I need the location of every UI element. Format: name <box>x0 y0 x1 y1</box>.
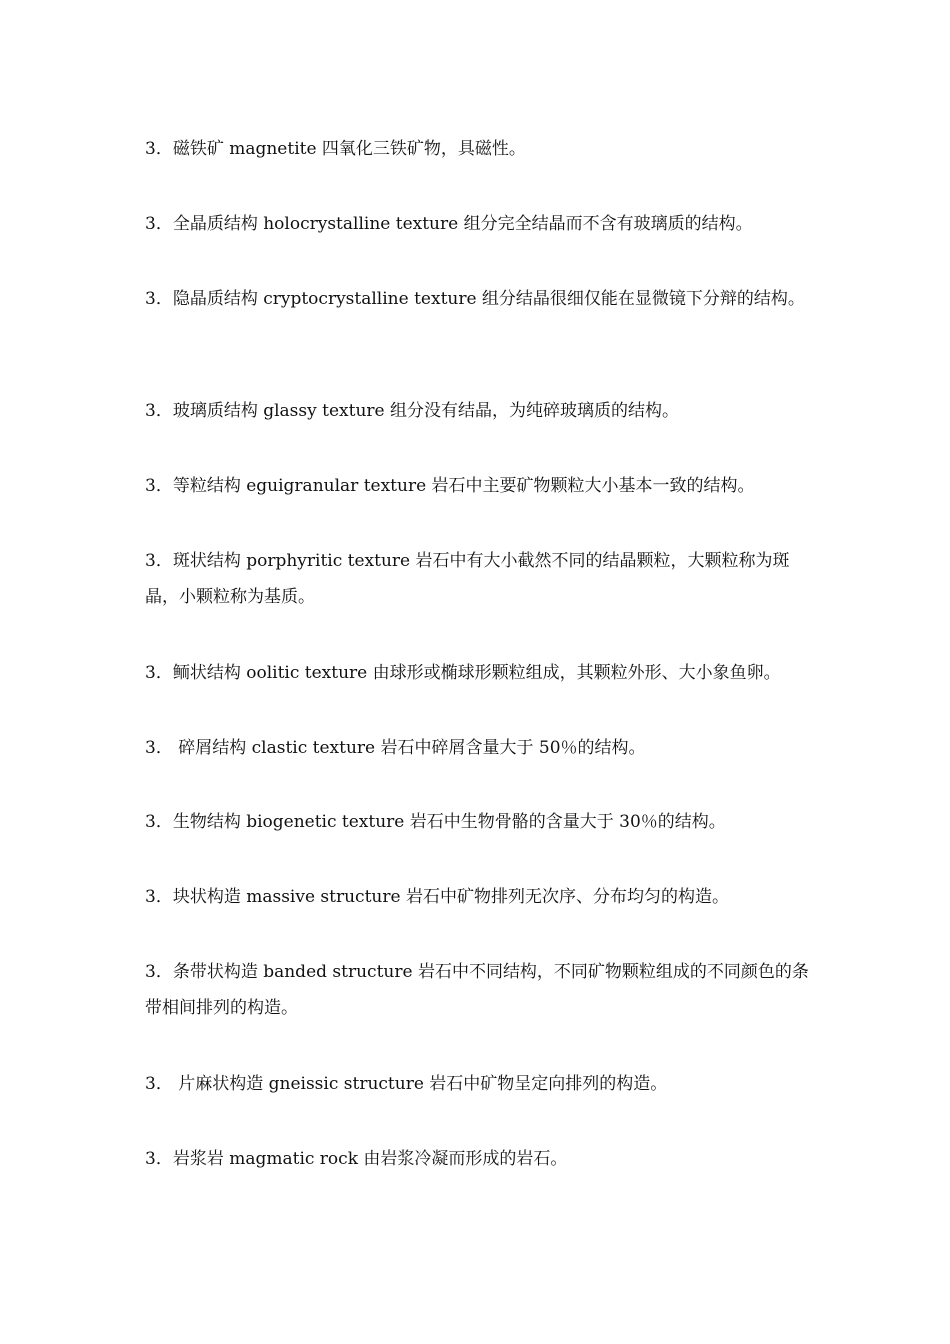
glossary-entry-holocrystalline-texture: 3．全晶质结构 holocrystalline texture 组分完全结晶而不含有玻璃质的结构。 <box>145 214 753 234</box>
glossary-entry-porphyritic-texture: 3．斑状结构 porphyritic texture 岩石中有大小截然不同的结晶颗粒，大颗粒称为斑晶，小颗粒称为基质。 <box>145 551 790 607</box>
glossary-entry-magmatic-rock: 3．岩浆岩 magmatic rock 由岩浆冷凝而形成的岩石。 <box>145 1149 568 1169</box>
glossary-entry-banded-structure: 3．条带状构造 banded structure 岩石中不同结构，不同矿物颗粒组成的不同颜色的条带相间排列的构造。 <box>145 962 809 1018</box>
glossary-entry-clastic-texture: 3． 碎屑结构 clastic texture 岩石中碎屑含量大于 50％的结构。 <box>145 738 646 758</box>
glossary-entry-biogenetic-texture: 3．生物结构 biogenetic texture 岩石中生物骨骼的含量大于 30％的结构。 <box>145 812 726 832</box>
glossary-entry-magnetite: 3．磁铁矿 magnetite 四氧化三铁矿物，具磁性。 <box>145 139 526 159</box>
glossary-entry-oolitic-texture: 3．鲕状结构 oolitic texture 由球形或椭球形颗粒组成，其颗粒外形、大小象鱼卵。 <box>145 663 781 683</box>
glossary-entry-gneissic-structure: 3． 片麻状构造 gneissic structure 岩石中矿物呈定向排列的构造。 <box>145 1074 668 1094</box>
glossary-entry-cryptocrystalline-texture: 3．隐晶质结构 cryptocrystalline texture 组分结晶很细仅能在显微镜下分辩的结构。 <box>145 289 805 309</box>
glossary-entry-massive-structure: 3．块状构造 massive structure 岩石中矿物排列无次序、分布均匀的构造。 <box>145 887 729 907</box>
glossary-entry-glassy-texture: 3．玻璃质结构 glassy texture 组分没有结晶，为纯碎玻璃质的结构。 <box>145 401 679 421</box>
glossary-entry-equigranular-texture: 3．等粒结构 eguigranular texture 岩石中主要矿物颗粒大小基本一致的结构。 <box>145 476 755 496</box>
